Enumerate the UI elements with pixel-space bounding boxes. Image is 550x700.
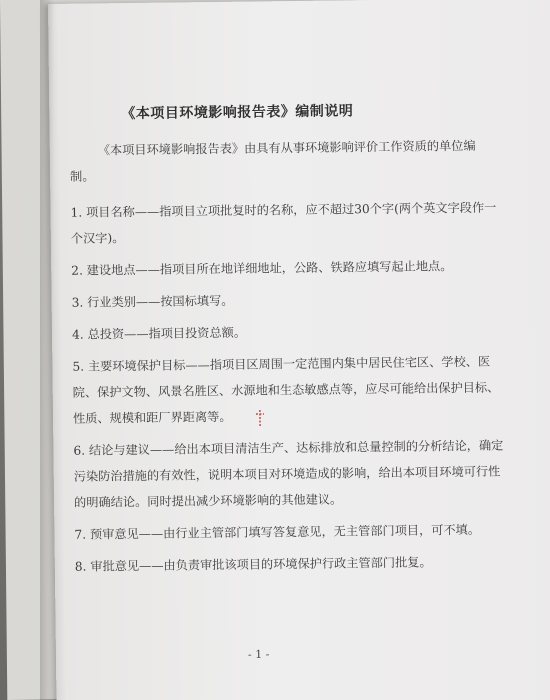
list-item: 3. 行业类别——按国标填写。 [71, 293, 234, 310]
list-item: 2. 建设地点——指项目所在地详细地址，公路、铁路应填写起止地点。 [71, 259, 453, 278]
page-number: - 1 - [247, 647, 270, 662]
list-item: 4. 总投资——指项目投资总额。 [71, 325, 247, 342]
ink-mark-icon [252, 408, 268, 428]
instruction-list [70, 194, 505, 579]
list-item: 7. 预审意见——由行业主管部门填写答复意见，无主管部门项目，可不填。 [74, 522, 481, 542]
list-item: 1. 项目名称——指项目立项批复时的名称，应不超过30个字(两个英文字段作一个汉字)。 [70, 200, 497, 246]
list-item: 8. 审批意见——由负责审批该项目的环境保护行政主管部门批复。 [74, 555, 432, 574]
document-title: 《本项目环境影响报告表》编制说明 [121, 103, 354, 123]
red-ink-mark [252, 408, 268, 428]
document-page [48, 0, 550, 700]
document-intro: 《本项目环境影响报告表》由具有从事环境影响评价工作资质的单位编制。 [70, 138, 476, 184]
list-item: 5. 主要环境保护目标——指项目区周围一定范围内集中居民住宅区、学校、医院、保护文物、风景名胜区、水源地和生态敏感点等，应尽可能给出保护目标、性质、规模和距厂界距离等。 [72, 354, 500, 426]
binding-shadow [40, 0, 54, 700]
document-body [69, 98, 505, 585]
list-item: 6. 结论与建议——给出本项目清洁生产、达标排放和总量控制的分析结论，确定污染防治措施的有效性，说明本项目对环境造成的影响，给出本项目环境可行性的明确结论。同时提出减少环境影响的其他建议。 [73, 438, 504, 510]
